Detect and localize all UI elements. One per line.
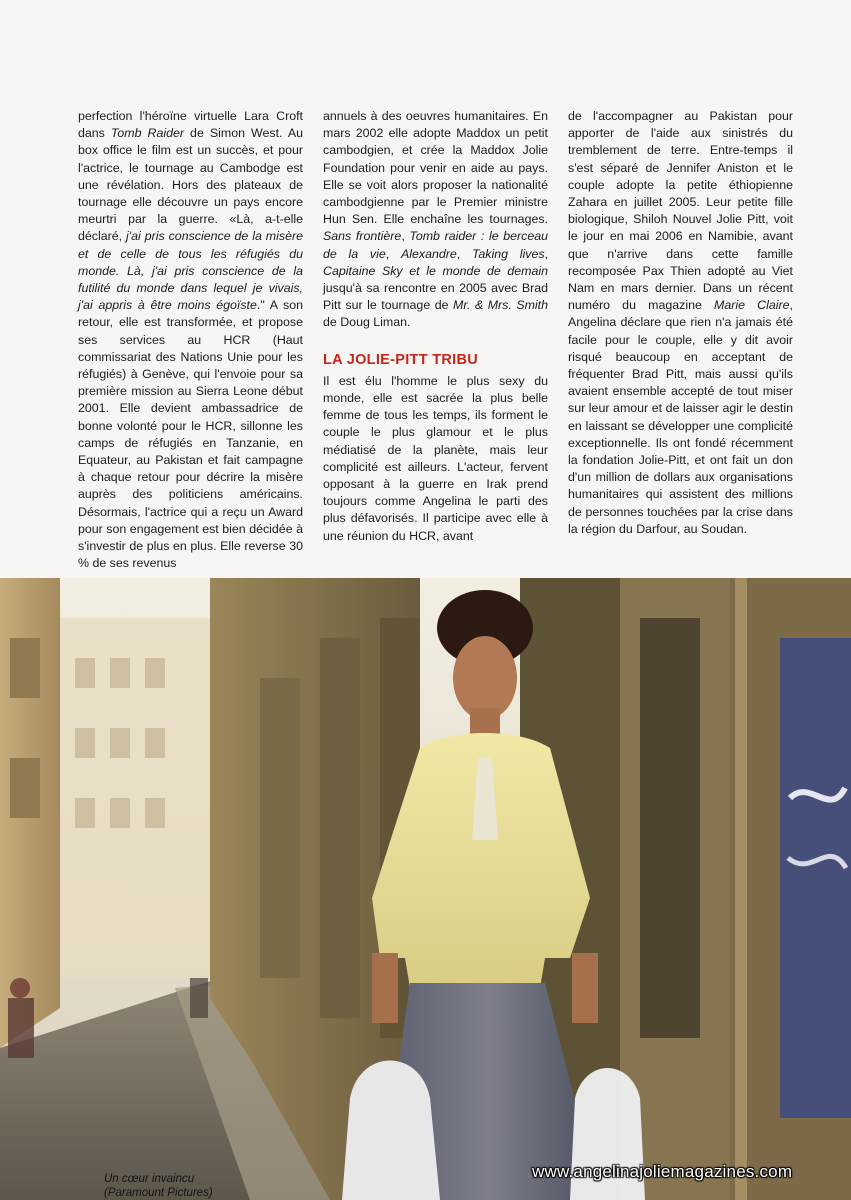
text-run: , — [385, 246, 401, 261]
text-run: , — [544, 246, 549, 261]
photo-illustration — [0, 578, 851, 1200]
text-run: , — [456, 246, 472, 261]
italic-text-run: Taking lives — [471, 246, 545, 261]
section-heading: LA JOLIE-PITT TRIBU — [323, 351, 478, 368]
text-column-2 — [323, 108, 548, 563]
italic-text-run: Capitaine Sky et le monde de demain — [323, 263, 548, 278]
caption-credit: (Paramount Pictures) — [104, 1187, 213, 1199]
body-paragraph — [78, 108, 303, 572]
text-run: de l'accompagner au Pakistan pour apporter de l'aide aux sinistrés du tremblement de terre. Entre-temps il s'est séparé de Jennifer Aniston et le couple adopte la petite éthiopienne Zahara en juillet 2005. Leur petite fille biologique, Shiloh Nouvel Jolie Pitt, voit le jour en mai 2006 en Namibie, avant que n'arrive dans cette famille recomposée Pax Thien adopté au Viet Nam en mars dernier. Dans un récent numéro du magazine — [568, 109, 793, 313]
italic-text-run: Alexandre — [400, 246, 457, 261]
italic-text-run: Tomb Raider — [110, 126, 185, 141]
italic-text-run: Tomb raider : le berceau de la vie — [323, 229, 548, 261]
watermark-url: www.angelinajoliemagazines.com — [532, 1162, 793, 1181]
italic-text-run: Mr. & Mrs. Smith — [453, 298, 549, 313]
text-run: jusqu'à sa rencontre en 2005 avec Brad Pitt sur le tournage de — [323, 281, 548, 313]
caption-title: Un cœur invaincu — [104, 1173, 195, 1185]
text-run: ." A son retour, elle est transformée, et propose ses services au HCR (Haut commissariat des Nations Unie pour les réfugiés) à Genève, qui l'envoie pour sa première mission au Sierra Leone début 2001. Elle devient ambassadrice de bonne volonté pour le HCR, sillonne les camps de réfugiés en Tanzanie, en Equateur, au Pakistan et fait campagne à chaque retour pour décrire la misère auprès des politiciens américains. Désormais, l'actrice qui a reçu un Award pour son engagement est bien décidée à s'investir de plus en plus. Elle reverse 30 % de ses revenus — [78, 298, 303, 571]
text-run: Il est élu l'homme le plus sexy du monde, elle est sacrée la plus belle femme de tous les temps, ils forment le couple le plus glamour et le plus médiatisé de la planète, mais leur complicité est ailleurs. L'acteur, fervent opposant à la guerre en Irak prend toujours comme Angelina le parti des plus défavorisés. Il participe avec elle à une réunion du HCR, avant — [323, 373, 548, 543]
photo-caption — [104, 1172, 213, 1200]
text-run: de Simon West. Au box office le film est un succès, et pour l'actrice, le tournage au Cambodge est une révélation. Hors des plateaux de tournage elle découvre un pays encore meurtri par la guerre. «Là, a-t-elle déclaré, — [78, 126, 304, 244]
text-run: , Angelina déclare que rien n'a jamais été facile pour le couple, elle y dit avoir risqué beaucoup en acceptant de fréquenter Brad Pitt, mais aussi qu'ils avaient ensemble accepté de tout miser sur leur amour et de laisser agir le destin en laissant se développer une complicité exceptionnelle. Ils ont fondé récemment la fondation Jolie-Pitt, et ont fait un don d'un million de dollars aux organisations humanitaires qui assistent des millions de personnes touchées par la crise dans la région du Darfour, au Soudan. — [568, 298, 793, 536]
text-run: de Doug Liman. — [323, 315, 411, 330]
text-run: , — [401, 229, 410, 244]
text-column-1 — [78, 108, 304, 571]
body-paragraph — [323, 108, 548, 332]
italic-text-run: Sans frontière — [323, 229, 402, 244]
text-run: perfection l'héroïne virtuelle Lara Croft dans — [78, 109, 303, 141]
text-run: annuels à des oeuvres humanitaires. En mars 2002 elle adopte Maddox un petit cambodgien, et crée la Maddox Jolie Foundation pour venir en aide au pays. Elle se voit alors proposer la nationalité cambodgienne par le Premier ministre Hun Sen. Elle enchaîne les tournages. — [323, 109, 548, 227]
italic-text-run: j'ai pris conscience de la misère et de celle de tous les réfugiés du monde. Là, j'ai pris conscience de la futilité du monde dans lequel je vivais, j'ai appris à être moins égoïste — [78, 229, 303, 313]
body-paragraph — [323, 373, 548, 545]
text-column-3 — [568, 108, 793, 563]
street-photo — [0, 578, 851, 1200]
body-paragraph — [568, 108, 793, 538]
article-text — [78, 108, 794, 571]
italic-text-run: Marie Claire — [714, 298, 790, 313]
